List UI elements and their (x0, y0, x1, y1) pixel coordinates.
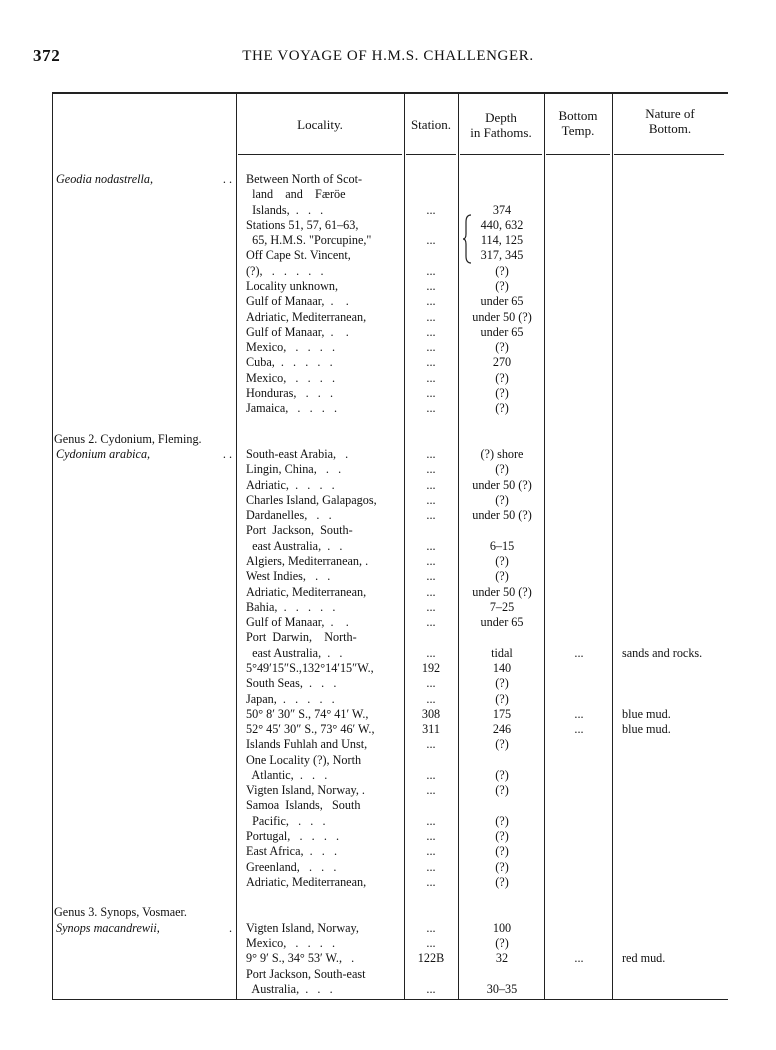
depth-cell: (?) (495, 370, 509, 385)
depth-cell: 317, 345 (480, 248, 524, 263)
locality-cell: Locality unknown, (246, 278, 339, 293)
table-row (0, 339, 776, 355)
depth-cell: (?) (495, 340, 509, 355)
table-row (0, 706, 776, 722)
nature-of-bottom-cell: red mud. (622, 951, 666, 966)
depth-cell: under 50 (?) (472, 508, 532, 523)
table-row (0, 324, 776, 340)
station-cell: ... (426, 569, 436, 584)
species-name: Cydonium arabica, (56, 447, 151, 462)
station-cell: ... (426, 844, 436, 859)
locality-cell: Bahia, . . . . . (246, 599, 336, 614)
depth-cell: (?) (495, 263, 509, 278)
locality-cell: Gulf of Manaar, . . (246, 324, 349, 339)
depth-cell: under 65 (480, 324, 524, 339)
depth-cell: (?) (495, 385, 509, 400)
locality-cell: Japan, . . . . . (246, 691, 335, 706)
header-depth (458, 110, 544, 140)
table-row (0, 217, 776, 233)
locality-cell: Mexico, . . . . (246, 936, 336, 950)
locality-cell: 50° 8′ 30″ S., 74° 41′ W., (246, 706, 369, 721)
locality-cell: Adriatic, Mediterranean, (246, 874, 367, 889)
station-cell: ... (426, 233, 436, 248)
locality-cell: Between North of Scot- (246, 172, 363, 186)
table-row (0, 675, 776, 691)
depth-cell: (?) (495, 936, 509, 950)
locality-cell: (?), . . . . . (246, 263, 324, 278)
depth-cell: (?) (495, 691, 509, 706)
depth-cell: 6–15 (489, 538, 515, 553)
station-cell: 311 (422, 722, 440, 737)
header-depth-line1: Depth (485, 110, 517, 125)
species-name: Synops macandrewii, (56, 920, 160, 935)
table-row (0, 186, 776, 202)
locality-cell: Gulf of Manaar, . . (246, 294, 349, 309)
header-bottom-temp (544, 108, 612, 138)
table-row (0, 370, 776, 386)
station-cell: ... (426, 584, 436, 599)
locality-cell: Islands Fuhlah and Unst, (246, 737, 368, 752)
locality-cell: West Indies, . . (246, 569, 331, 584)
depth-cell: 100 (492, 920, 512, 935)
species-name: Genus 2. Cydonium, Fleming. (54, 431, 202, 446)
locality-cell: Pacific, . . . (246, 813, 326, 828)
locality-cell: Australia, . . . (246, 981, 333, 996)
depth-cell: 440, 632 (480, 217, 524, 232)
depth-cell: (?) (495, 492, 509, 507)
depth-cell: (?) (495, 813, 509, 828)
depth-cell: (?) shore (480, 447, 524, 462)
locality-cell: Lingin, China, . . (246, 462, 342, 477)
station-cell: ... (426, 981, 436, 996)
station-cell: ... (426, 767, 436, 782)
table-row (0, 293, 776, 309)
species-cell (54, 904, 232, 920)
locality-cell: Port Jackson, South- (246, 523, 353, 538)
locality-cell: Stations 51, 57, 61–63, (246, 217, 359, 232)
table-row (0, 599, 776, 615)
table-row (0, 232, 776, 248)
nature-of-bottom-cell: blue mud. (622, 722, 671, 737)
depth-cell: (?) (495, 569, 509, 584)
depth-cell: under 65 (480, 294, 524, 309)
locality-cell: Atlantic, . . . (246, 767, 328, 782)
station-cell: ... (426, 324, 436, 339)
locality-cell: Off Cape St. Vincent, (246, 248, 351, 263)
header-underline (614, 154, 724, 155)
table-row (0, 767, 776, 783)
station-cell: ... (426, 920, 436, 935)
table-row (0, 507, 776, 523)
species-cell (54, 431, 232, 447)
table-row (0, 461, 776, 477)
table-row (0, 950, 776, 966)
station-cell: 192 (421, 660, 441, 675)
station-cell: ... (426, 462, 436, 477)
depth-cell: 140 (492, 660, 512, 675)
depth-cell: (?) (495, 874, 509, 889)
table-row (0, 691, 776, 707)
station-cell: ... (426, 263, 436, 278)
page-number: 372 (33, 46, 61, 65)
station-cell: ... (426, 691, 436, 706)
depth-cell: under 50 (?) (472, 477, 532, 492)
station-cell: ... (426, 859, 436, 874)
leader-dots: . . (222, 172, 232, 186)
table-row (0, 935, 776, 951)
table-row (0, 415, 776, 431)
station-cell: ... (426, 309, 436, 324)
locality-cell: Port Jackson, South-east (246, 966, 366, 981)
station-cell: ... (426, 676, 436, 691)
table-row (0, 385, 776, 401)
table-row (0, 492, 776, 508)
depth-cell: under 50 (?) (472, 309, 532, 324)
locality-cell: Algiers, Mediterranean, . (246, 554, 369, 568)
table-top-rule (52, 92, 728, 94)
locality-cell: Vigten Island, Norway, (246, 920, 359, 935)
locality-cell: Portugal, . . . . (246, 829, 340, 844)
leader-dots: . (228, 920, 232, 935)
depth-cell: (?) (495, 401, 509, 416)
station-cell: ... (426, 737, 436, 752)
running-title: THE VOYAGE OF H.M.S. CHALLENGER. (242, 48, 534, 64)
species-name: Genus 3. Synops, Vosmaer. (54, 905, 187, 920)
locality-cell: Charles Island, Galapagos, (246, 492, 377, 507)
depth-cell: tidal (491, 645, 513, 660)
table-row (0, 477, 776, 493)
station-cell: 122B (417, 951, 445, 966)
header-underline (238, 154, 402, 155)
locality-cell: Mexico, . . . . (246, 370, 336, 385)
depth-cell: 270 (492, 355, 512, 370)
station-cell: ... (426, 401, 436, 416)
table-row (0, 874, 776, 890)
locality-cell: Adriatic, Mediterranean, (246, 584, 367, 599)
bottom-temp-cell: ... (574, 645, 584, 660)
header-underline (406, 154, 456, 155)
table-row (0, 752, 776, 768)
locality-cell: Jamaica, . . . . (246, 401, 338, 416)
depth-cell: 175 (492, 706, 512, 721)
header-underline (546, 154, 610, 155)
locality-cell: 52° 45′ 30″ S., 73° 46′ W., (246, 722, 375, 737)
header-locality: Locality. (297, 117, 343, 132)
table-row (0, 309, 776, 325)
station-cell: 308 (421, 706, 441, 721)
table-row (0, 171, 776, 187)
depth-cell: 114, 125 (480, 233, 524, 248)
depth-cell: (?) (495, 676, 509, 691)
table-row (0, 721, 776, 737)
header-underline (460, 154, 542, 155)
table-row (0, 629, 776, 645)
station-cell: ... (426, 554, 436, 568)
table-row (0, 966, 776, 982)
locality-cell: 65, H.M.S. "Porcupine," (246, 233, 372, 248)
depth-cell: (?) (495, 859, 509, 874)
table-bottom-rule (52, 999, 728, 1000)
header-nature-line1: Nature of (645, 106, 695, 121)
locality-cell: Adriatic, . . . . (246, 477, 335, 492)
locality-cell: South-east Arabia, . (246, 447, 349, 462)
table-row (0, 859, 776, 875)
depth-cell: 374 (492, 202, 512, 217)
table-row (0, 247, 776, 263)
header-temp-line1: Bottom (558, 108, 598, 123)
depth-cell: 30–35 (486, 981, 518, 996)
locality-cell: Samoa Islands, South (246, 798, 361, 813)
nature-of-bottom-cell: blue mud. (622, 706, 671, 721)
station-cell: ... (426, 936, 436, 950)
species-cell (56, 171, 234, 187)
locality-cell: Mexico, . . . . (246, 340, 336, 355)
station-cell: ... (426, 294, 436, 309)
table-row (0, 278, 776, 294)
depth-cell: 7–25 (489, 599, 515, 614)
station-cell: ... (426, 813, 436, 828)
table-row (0, 614, 776, 630)
locality-cell: One Locality (?), North (246, 752, 362, 767)
table-row (0, 354, 776, 370)
bottom-temp-cell: ... (574, 706, 584, 721)
station-cell: ... (426, 492, 436, 507)
table-row (0, 782, 776, 798)
table-row (0, 431, 776, 447)
table-row (0, 263, 776, 279)
table-row (0, 797, 776, 813)
station-cell: ... (426, 615, 436, 630)
locality-cell: 5°49′15″S.,132°14′15″W., (246, 660, 374, 675)
depth-cell: 32 (495, 951, 509, 966)
table-row (0, 889, 776, 905)
station-cell: ... (426, 385, 436, 400)
station-cell: ... (426, 355, 436, 370)
table-row (0, 920, 776, 936)
depth-cell: under 65 (480, 615, 524, 630)
locality-cell: Vigten Island, Norway, . (246, 783, 365, 798)
table-row (0, 828, 776, 844)
depth-cell: (?) (495, 767, 509, 782)
station-cell: ... (426, 645, 436, 660)
depth-cell: (?) (495, 844, 509, 859)
header-nature-line2: Bottom. (648, 121, 692, 136)
table-row (0, 202, 776, 218)
table-row (0, 522, 776, 538)
table-row (0, 400, 776, 416)
table-row (0, 736, 776, 752)
station-cell: ... (426, 599, 436, 614)
table-row (0, 904, 776, 920)
leader-dots: . . (222, 447, 232, 462)
table-row (0, 553, 776, 569)
depth-cell: (?) (495, 737, 509, 752)
depth-cell: under 50 (?) (472, 584, 532, 599)
station-cell: ... (426, 538, 436, 553)
locality-cell: Cuba, . . . . . (246, 355, 333, 370)
depth-cell: (?) (495, 278, 509, 293)
station-cell: ... (426, 370, 436, 385)
locality-cell: Port Darwin, North- (246, 630, 357, 645)
locality-cell: land and Færöe (246, 187, 346, 202)
bottom-temp-cell: ... (574, 722, 584, 737)
station-cell: ... (426, 783, 436, 798)
station-cell: ... (426, 202, 436, 217)
station-cell: ... (426, 340, 436, 355)
depth-cell: (?) (495, 829, 509, 844)
locality-cell: Adriatic, Mediterranean, (246, 309, 367, 324)
species-cell (56, 920, 234, 936)
species-cell (56, 446, 234, 462)
locality-cell: East Africa, . . . (246, 844, 338, 859)
table-row (0, 645, 776, 661)
locality-cell: Honduras, . . . (246, 385, 333, 400)
locality-cell: South Seas, . . . (246, 676, 337, 691)
station-cell: ... (426, 447, 436, 462)
locality-cell: 9° 9′ S., 34° 53′ W., . (246, 951, 355, 966)
header-temp-line2: Temp. (561, 123, 595, 138)
depth-cell: (?) (495, 462, 509, 477)
depth-cell: (?) (495, 783, 509, 798)
station-cell: ... (426, 508, 436, 523)
bottom-temp-cell: ... (574, 951, 584, 966)
header-nature (612, 106, 728, 136)
locality-cell: east Australia, . . (246, 645, 343, 660)
species-name: Geodia nodastrella, (56, 172, 154, 186)
locality-cell: Dardanelles, . . (246, 508, 332, 523)
table-row (0, 446, 776, 462)
station-cell: ... (426, 829, 436, 844)
locality-cell: Gulf of Manaar, . . (246, 615, 349, 630)
depth-cell: 246 (492, 722, 512, 737)
depth-cell: (?) (495, 554, 509, 568)
table-row (0, 981, 776, 997)
table-row (0, 584, 776, 600)
table-row (0, 660, 776, 676)
header-depth-line2: in Fathoms. (470, 125, 532, 140)
table-row (0, 813, 776, 829)
locality-cell: Greenland, . . . (246, 859, 337, 874)
header-station: Station. (410, 117, 452, 132)
station-cell: ... (426, 278, 436, 293)
nature-of-bottom-cell: sands and rocks. (622, 645, 703, 660)
table-row (0, 843, 776, 859)
locality-cell: east Australia, . . (246, 538, 343, 553)
station-cell: ... (426, 874, 436, 889)
table-row (0, 538, 776, 554)
table-row (0, 568, 776, 584)
locality-cell: Islands, . . . (246, 202, 324, 217)
station-cell: ... (426, 477, 436, 492)
